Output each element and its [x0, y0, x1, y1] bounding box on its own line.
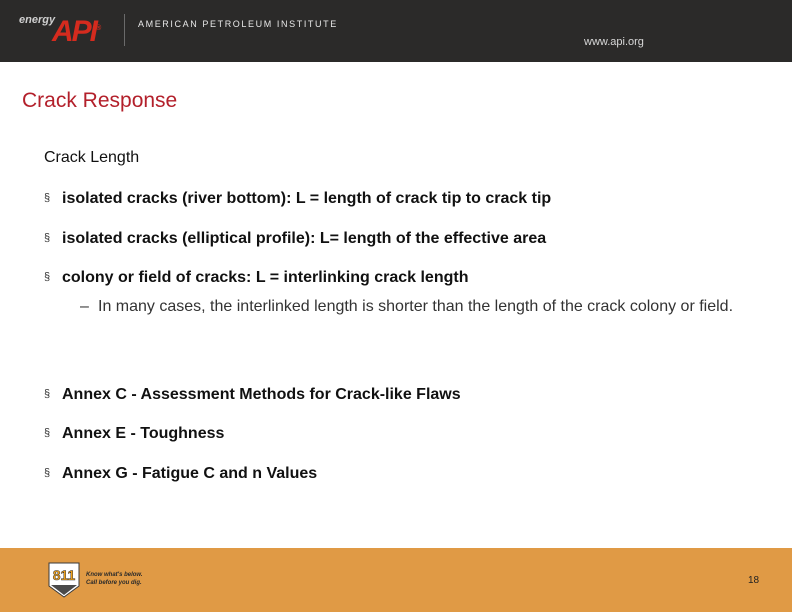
- bullet-text: Annex E - Toughness: [62, 425, 225, 442]
- bullet-square-icon: §: [44, 232, 51, 244]
- page-number: 18: [748, 575, 760, 586]
- organization-name: AMERICAN PETROLEUM INSTITUTE: [138, 19, 338, 29]
- dash-icon: –: [80, 298, 89, 315]
- header-divider: [124, 14, 125, 46]
- bullet-square-icon: §: [44, 467, 51, 479]
- bullet-text: isolated cracks (river bottom): L = length of crack tip to crack tip: [62, 190, 552, 207]
- tagline-line-1: Know what's below.: [86, 572, 143, 578]
- api-logo: [52, 14, 99, 47]
- call-811-badge-icon: [46, 560, 82, 600]
- bullet-square-icon: §: [44, 271, 51, 283]
- api-logo-text: API: [52, 15, 97, 48]
- registered-mark-icon: ®: [96, 25, 100, 32]
- header-bar: [0, 0, 792, 62]
- sub-bullet-text: In many cases, the interlinked length is shorter than the length of the crack colony or field.: [98, 298, 734, 315]
- sub-bullet-item: [80, 296, 760, 317]
- bullet-square-icon: §: [44, 192, 51, 204]
- bullet-text: Annex G - Fatigue C and n Values: [62, 465, 318, 482]
- website-url[interactable]: www.api.org: [584, 36, 644, 48]
- bullet-item: [44, 386, 461, 404]
- logo-energy-text: energy: [19, 14, 56, 26]
- footer-tagline: [86, 571, 143, 587]
- tagline-line-2: Call before you dig.: [86, 580, 142, 586]
- bullet-square-icon: §: [44, 427, 51, 439]
- bullet-item: [44, 230, 546, 248]
- bullet-text: Annex C - Assessment Methods for Crack-like Flaws: [62, 386, 461, 403]
- bullet-item: [44, 190, 551, 208]
- slide-subtitle: Crack Length: [44, 149, 140, 166]
- bullet-item: [44, 269, 468, 287]
- bullet-text: isolated cracks (elliptical profile): L= length of the effective area: [62, 230, 547, 247]
- bullet-item: [44, 465, 317, 483]
- slide-title: Crack Response: [22, 89, 178, 112]
- bullet-item: [44, 425, 224, 443]
- bullet-square-icon: §: [44, 388, 51, 400]
- badge-number: 811: [52, 567, 76, 583]
- bullet-text: colony or field of cracks: L = interlinking crack length: [62, 269, 469, 286]
- footer-bar: [0, 548, 792, 612]
